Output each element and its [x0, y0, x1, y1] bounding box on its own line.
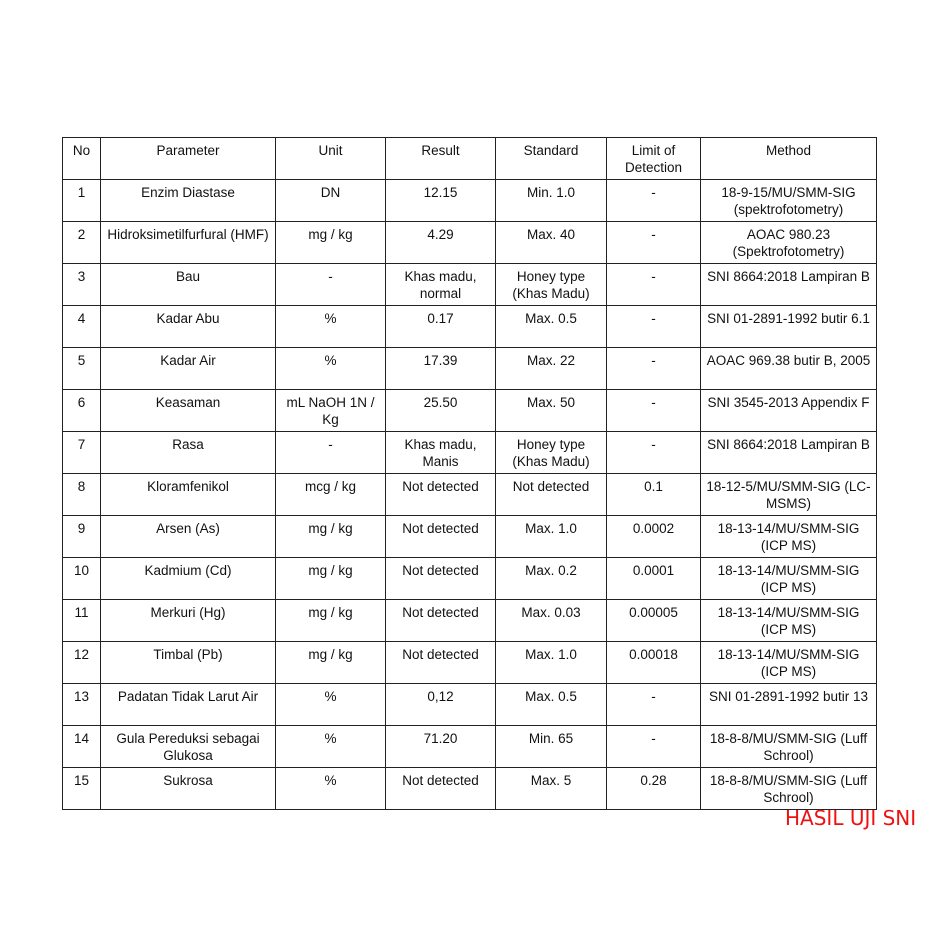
cell-method: AOAC 969.38 butir B, 2005 — [701, 348, 877, 390]
cell-no: 12 — [63, 642, 101, 684]
cell-standard: Max. 40 — [496, 222, 607, 264]
cell-result: 4.29 — [386, 222, 496, 264]
cell-method: SNI 3545-2013 Appendix F — [701, 390, 877, 432]
cell-result: 0.17 — [386, 306, 496, 348]
sni-test-results-table — [62, 137, 877, 810]
cell-method: AOAC 980.23 (Spektrofotometry) — [701, 222, 877, 264]
cell-result: Not detected — [386, 474, 496, 516]
cell-no: 1 — [63, 180, 101, 222]
cell-method: 18-13-14/MU/SMM-SIG (ICP MS) — [701, 516, 877, 558]
table-row — [63, 768, 877, 810]
cell-unit: % — [276, 726, 386, 768]
cell-result: Khas madu, normal — [386, 264, 496, 306]
cell-standard: Max. 1.0 — [496, 516, 607, 558]
cell-result: Not detected — [386, 768, 496, 810]
cell-result: 71.20 — [386, 726, 496, 768]
cell-standard: Max. 5 — [496, 768, 607, 810]
cell-unit: - — [276, 432, 386, 474]
table-row — [63, 306, 877, 348]
cell-no: 11 — [63, 600, 101, 642]
table-row — [63, 222, 877, 264]
cell-no: 15 — [63, 768, 101, 810]
cell-parameter: Merkuri (Hg) — [101, 600, 276, 642]
cell-standard: Min. 65 — [496, 726, 607, 768]
results-caption: HASIL UJI SNI — [785, 806, 917, 830]
table-row — [63, 516, 877, 558]
cell-standard: Min. 1.0 — [496, 180, 607, 222]
cell-limit-of-detection: - — [607, 726, 701, 768]
table-row — [63, 348, 877, 390]
cell-no: 3 — [63, 264, 101, 306]
cell-limit-of-detection: - — [607, 264, 701, 306]
cell-parameter: Rasa — [101, 432, 276, 474]
cell-method: 18-13-14/MU/SMM-SIG (ICP MS) — [701, 558, 877, 600]
table-row — [63, 432, 877, 474]
column-header-no: No — [63, 138, 101, 180]
cell-no: 8 — [63, 474, 101, 516]
cell-parameter: Gula Pereduksi sebagai Glukosa — [101, 726, 276, 768]
cell-unit: DN — [276, 180, 386, 222]
cell-parameter: Timbal (Pb) — [101, 642, 276, 684]
cell-no: 6 — [63, 390, 101, 432]
table-row — [63, 726, 877, 768]
column-header-method: Method — [701, 138, 877, 180]
cell-parameter: Kloramfenikol — [101, 474, 276, 516]
cell-unit: mg / kg — [276, 558, 386, 600]
cell-no: 10 — [63, 558, 101, 600]
cell-no: 7 — [63, 432, 101, 474]
cell-no: 2 — [63, 222, 101, 264]
cell-no: 9 — [63, 516, 101, 558]
cell-no: 5 — [63, 348, 101, 390]
cell-unit: % — [276, 684, 386, 726]
table-row — [63, 684, 877, 726]
cell-unit: % — [276, 348, 386, 390]
cell-standard: Max. 0.2 — [496, 558, 607, 600]
cell-result: Not detected — [386, 558, 496, 600]
table-row — [63, 390, 877, 432]
column-header-standard: Standard — [496, 138, 607, 180]
cell-standard: Honey type (Khas Madu) — [496, 264, 607, 306]
cell-parameter: Sukrosa — [101, 768, 276, 810]
cell-method: 18-8-8/MU/SMM-SIG (Luff Schrool) — [701, 768, 877, 810]
cell-parameter: Bau — [101, 264, 276, 306]
cell-standard: Max. 0.5 — [496, 684, 607, 726]
cell-result: Not detected — [386, 642, 496, 684]
table-row — [63, 474, 877, 516]
cell-method: SNI 8664:2018 Lampiran B — [701, 432, 877, 474]
cell-limit-of-detection: 0.00018 — [607, 642, 701, 684]
cell-standard: Not detected — [496, 474, 607, 516]
cell-unit: % — [276, 306, 386, 348]
cell-limit-of-detection: - — [607, 684, 701, 726]
cell-parameter: Keasaman — [101, 390, 276, 432]
cell-no: 13 — [63, 684, 101, 726]
cell-limit-of-detection: 0.28 — [607, 768, 701, 810]
table-row — [63, 642, 877, 684]
cell-limit-of-detection: 0.00005 — [607, 600, 701, 642]
cell-unit: % — [276, 768, 386, 810]
cell-standard: Max. 1.0 — [496, 642, 607, 684]
cell-method: 18-13-14/MU/SMM-SIG (ICP MS) — [701, 642, 877, 684]
cell-no: 4 — [63, 306, 101, 348]
cell-unit: mg / kg — [276, 222, 386, 264]
cell-limit-of-detection: 0.1 — [607, 474, 701, 516]
cell-method: 18-8-8/MU/SMM-SIG (Luff Schrool) — [701, 726, 877, 768]
cell-standard: Max. 0.5 — [496, 306, 607, 348]
column-header-result: Result — [386, 138, 496, 180]
cell-limit-of-detection: - — [607, 180, 701, 222]
table-row — [63, 180, 877, 222]
cell-parameter: Kadmium (Cd) — [101, 558, 276, 600]
cell-method: SNI 01-2891-1992 butir 6.1 — [701, 306, 877, 348]
cell-method: SNI 01-2891-1992 butir 13 — [701, 684, 877, 726]
cell-standard: Max. 22 — [496, 348, 607, 390]
cell-parameter: Arsen (As) — [101, 516, 276, 558]
cell-parameter: Hidroksimetilfurfural (HMF) — [101, 222, 276, 264]
cell-parameter: Enzim Diastase — [101, 180, 276, 222]
column-header-unit: Unit — [276, 138, 386, 180]
header-row — [63, 138, 877, 180]
cell-result: 12.15 — [386, 180, 496, 222]
cell-limit-of-detection: - — [607, 222, 701, 264]
cell-standard: Honey type (Khas Madu) — [496, 432, 607, 474]
cell-result: Not detected — [386, 516, 496, 558]
cell-limit-of-detection: - — [607, 306, 701, 348]
cell-result: 25.50 — [386, 390, 496, 432]
cell-result: Khas madu, Manis — [386, 432, 496, 474]
cell-limit-of-detection: 0.0001 — [607, 558, 701, 600]
cell-result: 0,12 — [386, 684, 496, 726]
cell-unit: mg / kg — [276, 642, 386, 684]
cell-limit-of-detection: - — [607, 432, 701, 474]
table-row — [63, 264, 877, 306]
table-row — [63, 558, 877, 600]
cell-result: Not detected — [386, 600, 496, 642]
cell-no: 14 — [63, 726, 101, 768]
cell-standard: Max. 0.03 — [496, 600, 607, 642]
cell-unit: mg / kg — [276, 516, 386, 558]
column-header-parameter: Parameter — [101, 138, 276, 180]
cell-method: SNI 8664:2018 Lampiran B — [701, 264, 877, 306]
cell-method: 18-12-5/MU/SMM-SIG (LC-MSMS) — [701, 474, 877, 516]
cell-unit: mg / kg — [276, 600, 386, 642]
table-row — [63, 600, 877, 642]
cell-result: 17.39 — [386, 348, 496, 390]
cell-parameter: Kadar Abu — [101, 306, 276, 348]
cell-parameter: Padatan Tidak Larut Air — [101, 684, 276, 726]
cell-unit: mL NaOH 1N / Kg — [276, 390, 386, 432]
cell-method: 18-13-14/MU/SMM-SIG (ICP MS) — [701, 600, 877, 642]
cell-method: 18-9-15/MU/SMM-SIG (spektrofotometry) — [701, 180, 877, 222]
cell-standard: Max. 50 — [496, 390, 607, 432]
column-header-limit-of-detection: Limit of Detection — [607, 138, 701, 180]
cell-limit-of-detection: - — [607, 348, 701, 390]
cell-unit: - — [276, 264, 386, 306]
cell-limit-of-detection: 0.0002 — [607, 516, 701, 558]
cell-parameter: Kadar Air — [101, 348, 276, 390]
cell-unit: mcg / kg — [276, 474, 386, 516]
cell-limit-of-detection: - — [607, 390, 701, 432]
